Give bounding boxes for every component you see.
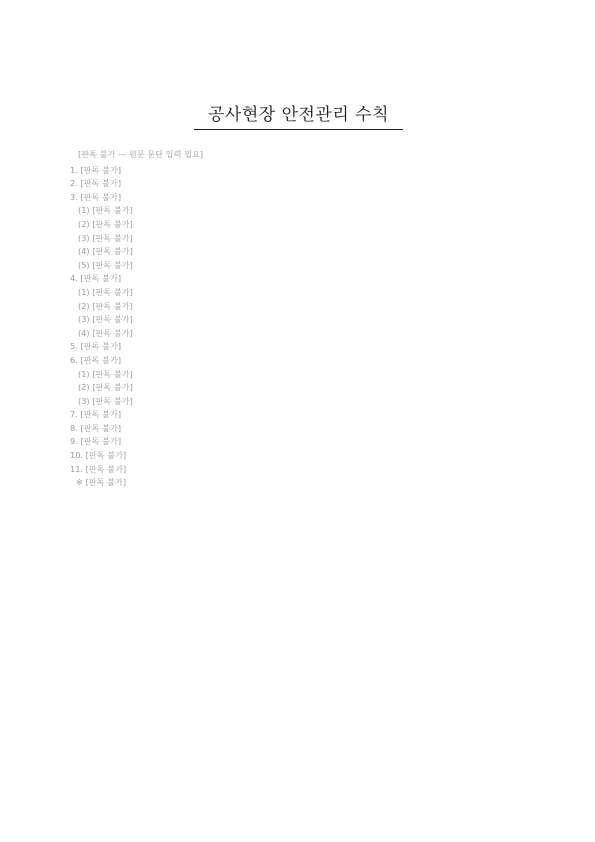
rule-item: 9. [판독 불가] xyxy=(70,436,122,447)
rule-item: 11. [판독 불가] xyxy=(70,463,127,474)
rule-item: 2. [판독 불가] xyxy=(70,178,122,189)
rule-sub-item: (1) [판독 불가] xyxy=(78,286,133,297)
rule-sub-item: (5) [판독 불가] xyxy=(78,259,133,270)
rule-item: 7. [판독 불가] xyxy=(70,409,122,420)
title-wrap xyxy=(70,100,527,130)
rule-sub-item: (1) [판독 불가] xyxy=(78,368,133,379)
rule-item: 8. [판독 불가] xyxy=(70,422,122,433)
rule-sub-item: (4) [판독 불가] xyxy=(78,327,133,338)
closing-note: ※ [판독 불가] xyxy=(76,477,127,488)
rule-item: 5. [판독 불가] xyxy=(70,341,122,352)
rule-sub-item: (2) [판독 불가] xyxy=(78,300,133,311)
rule-sub-item: (4) [판독 불가] xyxy=(78,246,133,257)
rule-sub-item: (2) [판독 불가] xyxy=(78,218,133,229)
rule-sub-item: (3) [판독 불가] xyxy=(78,314,133,325)
intro-paragraph: [판독 불가 — 원문 문단 입력 필요] xyxy=(78,149,204,159)
rule-item: 3. [판독 불가] xyxy=(70,191,122,202)
document-title: 공사현장 안전관리 수칙 xyxy=(194,100,403,130)
document-body xyxy=(70,148,527,490)
rule-sub-item: (2) [판독 불가] xyxy=(78,382,133,393)
rule-sub-item: (3) [판독 불가] xyxy=(78,395,133,406)
rule-item: 6. [판독 불가] xyxy=(70,354,122,365)
rule-sub-item: (1) [판독 불가] xyxy=(78,205,133,216)
rule-item: 1. [판독 불가] xyxy=(70,164,122,175)
rule-sub-item: (3) [판독 불가] xyxy=(78,232,133,243)
rule-item: 4. [판독 불가] xyxy=(70,273,122,284)
rule-item: 10. [판독 불가] xyxy=(70,450,127,461)
